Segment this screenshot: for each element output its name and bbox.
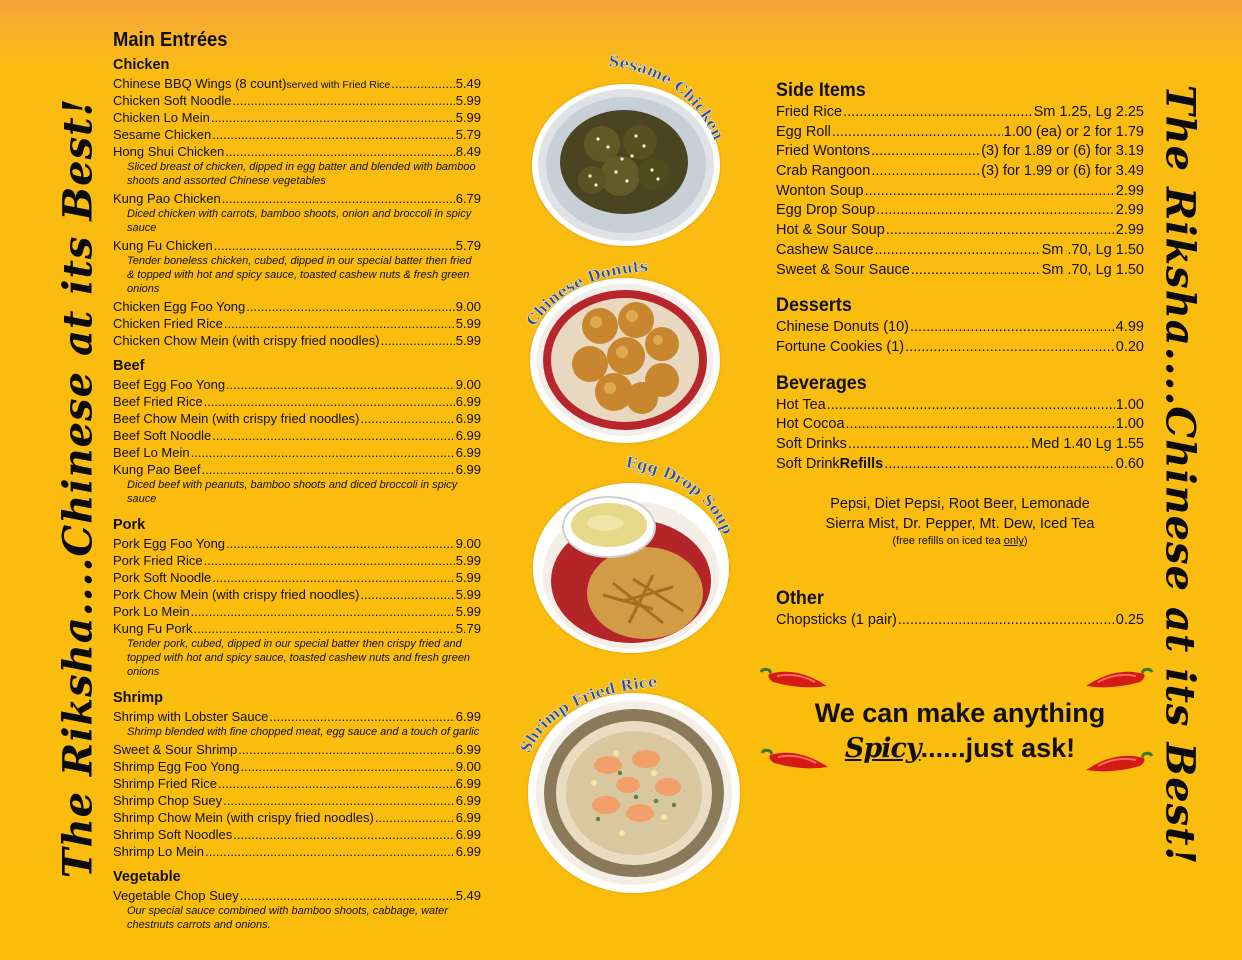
dot-leader xyxy=(204,393,455,410)
category-beef: Beef xyxy=(113,358,145,374)
other-list xyxy=(776,611,1144,631)
spicy-banner-rest: ......just ask! xyxy=(920,733,1076,763)
menu-item xyxy=(113,826,481,843)
dot-leader xyxy=(226,535,455,552)
menu-item-price: 5.99 xyxy=(455,110,481,125)
menu-item-name: Shrimp Lo Mein xyxy=(113,844,205,859)
menu-item xyxy=(113,887,481,904)
menu-item xyxy=(776,182,1144,202)
dot-leader xyxy=(871,162,980,182)
spicy-banner-line1: We can make anything xyxy=(814,698,1106,728)
dot-leader xyxy=(238,741,454,758)
menu-item-name: Chinese BBQ Wings (8 count) xyxy=(113,76,287,91)
menu-item xyxy=(113,75,481,92)
menu-item-price: 2.99 xyxy=(1115,182,1144,199)
menu-item-price: 6.99 xyxy=(455,827,481,842)
menu-item-name: Crab Rangoon xyxy=(776,163,871,180)
menu-item-price: 5.79 xyxy=(455,621,481,636)
other-title: Other xyxy=(776,587,824,610)
category-vegetable: Vegetable xyxy=(113,869,181,885)
menu-item-name: Chicken Fried Rice xyxy=(113,316,223,331)
menu-item-price: 5.99 xyxy=(455,587,481,602)
dot-leader xyxy=(212,569,454,586)
menu-item-name: Pork Fried Rice xyxy=(113,553,203,568)
menu-item xyxy=(113,410,481,427)
desserts-list xyxy=(776,318,1144,357)
section-gap xyxy=(113,508,481,514)
menu-item-name: Chicken Soft Noodle xyxy=(113,93,232,108)
menu-item-name: Beef Fried Rice xyxy=(113,394,203,409)
section-gap xyxy=(113,681,481,687)
menu-item xyxy=(113,843,481,860)
dot-leader xyxy=(225,143,454,160)
menu-item xyxy=(776,338,1144,358)
menu-item-name: Shrimp with Lobster Sauce xyxy=(113,709,269,724)
menu-item-name: Sesame Chicken xyxy=(113,127,212,142)
svg-text:Chinese Donuts: Chinese Donuts xyxy=(522,257,649,330)
dot-leader xyxy=(240,887,455,904)
menu-item-name: Kung Pao Chicken xyxy=(113,191,221,206)
menu-item-price: 8.49 xyxy=(455,144,481,159)
menu-item-name: Pork Egg Foo Yong xyxy=(113,536,226,551)
menu-item-description: Tender boneless chicken, cubed, dipped in our special batter then fried & topped with hot and spicy sauce, toasted cashew nuts & fresh green onions xyxy=(127,255,472,295)
menu-item xyxy=(113,126,481,143)
dot-leader xyxy=(898,611,1115,631)
menu-item-description: Diced chicken with carrots, bamboo shoots, onion and broccoli in spicy sauce xyxy=(127,208,472,234)
side-items-title: Side Items xyxy=(776,79,866,101)
label-sesame-chicken xyxy=(600,54,740,164)
section-gap xyxy=(113,860,481,866)
menu-item-price: 5.99 xyxy=(455,333,481,348)
beverage-flavors-line1: Pepsi, Diet Pepsi, Root Beer, Lemonade xyxy=(830,496,1090,513)
menu-item xyxy=(776,396,1144,416)
menu-item-price: 4.99 xyxy=(1115,319,1144,336)
menu-item xyxy=(113,552,481,569)
menu-item-name: Chicken Chow Mein (with crispy fried noodles) xyxy=(113,333,380,348)
menu-item-price: 5.79 xyxy=(455,127,481,142)
menu-item-name: Kung Fu Chicken xyxy=(113,238,213,253)
menu-item-name: Chicken Egg Foo Yong xyxy=(113,299,246,314)
menu-item-price: 6.99 xyxy=(455,394,481,409)
menu-item-price: 6.99 xyxy=(455,810,481,825)
menu-item-price: 0.60 xyxy=(1115,455,1144,472)
menu-item xyxy=(776,142,1144,162)
menu-item xyxy=(776,611,1144,631)
beverage-flavors-line2: Sierra Mist, Dr. Pepper, Mt. Dew, Iced Tea xyxy=(825,516,1095,533)
beverage-flavors-note xyxy=(776,494,1144,548)
menu-item xyxy=(113,190,481,207)
dot-leader xyxy=(233,92,455,109)
dot-leader xyxy=(222,190,455,207)
menu-item-price: 9.00 xyxy=(455,377,481,392)
dot-leader xyxy=(381,332,455,349)
menu-item-price: Sm 1.25, Lg 2.25 xyxy=(1033,104,1144,120)
category-pork: Pork xyxy=(113,517,146,533)
menu-item-name: Hot Tea xyxy=(776,396,826,413)
menu-item-price: 2.99 xyxy=(1115,222,1144,239)
menu-item-name: Shrimp Fried Rice xyxy=(113,776,218,791)
menu-item xyxy=(113,92,481,109)
dot-leader xyxy=(875,241,1041,261)
dot-leader xyxy=(910,318,1115,338)
dot-leader xyxy=(905,338,1115,358)
dot-leader xyxy=(226,376,455,393)
menu-item-name: Hot Cocoa xyxy=(776,416,845,433)
menu-item-description: Diced beef with peanuts, bamboo shoots and diced broccoli in spicy sauce xyxy=(127,479,458,505)
menu-item-price: 6.99 xyxy=(455,742,481,757)
dot-leader xyxy=(204,552,455,569)
menu-item-name: Pork Soft Noodle xyxy=(113,570,212,585)
menu-item-name: Kung Pao Beef xyxy=(113,462,201,477)
menu-item xyxy=(113,603,481,620)
svg-text:Egg Drop Soup: Egg Drop Soup xyxy=(624,453,737,538)
menu-item xyxy=(776,318,1144,338)
menu-item-name: Hong Shui Chicken xyxy=(113,144,225,159)
menu-item-description: Sliced breast of chicken, dipped in egg batter and blended with bamboo shoots and assorted Chinese vegetables xyxy=(127,161,476,187)
menu-item xyxy=(113,758,481,775)
menu-item xyxy=(776,415,1144,435)
menu-item-name: Chopsticks (1 pair) xyxy=(776,612,897,629)
label-egg-drop-soup xyxy=(615,455,745,555)
dot-leader xyxy=(360,410,454,427)
menu-item xyxy=(113,143,481,160)
label-shrimp-fried-rice xyxy=(515,670,675,770)
menu-item xyxy=(113,427,481,444)
menu-item-name: Beef Soft Noodle xyxy=(113,428,212,443)
menu-item-price: 5.49 xyxy=(455,76,481,91)
menu-item xyxy=(113,569,481,586)
menu-item-name: Shrimp Chop Suey xyxy=(113,793,223,808)
side-menu-column xyxy=(776,78,1144,631)
menu-item-price: 6.79 xyxy=(455,191,481,206)
dot-leader xyxy=(865,182,1115,202)
dot-leader xyxy=(846,415,1115,435)
menu-item-price: Sm .70, Lg 1.50 xyxy=(1041,261,1144,278)
dot-leader xyxy=(871,142,980,162)
menu-item xyxy=(113,109,481,126)
dot-leader xyxy=(211,109,455,126)
menu-item-price: 9.00 xyxy=(455,536,481,551)
menu-item xyxy=(113,586,481,603)
menu-item-name: Pork Lo Mein xyxy=(113,604,190,619)
menu-item xyxy=(776,123,1144,143)
menu-item-price: (3) for 1.99 or (6) for 3.49 xyxy=(981,163,1144,180)
chili-pepper-icon xyxy=(1082,664,1156,696)
entree-sections xyxy=(113,56,481,932)
menu-item-price: 1.00 xyxy=(1115,396,1144,413)
menu-item-name: Kung Fu Pork xyxy=(113,621,193,636)
menu-item xyxy=(113,444,481,461)
menu-item xyxy=(113,620,481,637)
side-items-list xyxy=(776,103,1144,280)
dot-leader xyxy=(886,221,1115,241)
menu-item-description: Our special sauce combined with bamboo shoots, cabbage, water chestnuts carrots and onions. xyxy=(127,905,449,931)
menu-item-price: 6.99 xyxy=(455,793,481,808)
dot-leader xyxy=(212,427,454,444)
menu-item-name: Pork Chow Mein (with crispy fried noodles) xyxy=(113,587,360,602)
dot-leader xyxy=(827,396,1115,416)
menu-item-price: 5.99 xyxy=(455,553,481,568)
menu-item-price: 6.99 xyxy=(455,709,481,724)
main-entrees-title: Main Entrées xyxy=(113,29,228,51)
menu-item-name: Shrimp Egg Foo Yong xyxy=(113,759,240,774)
menu-item xyxy=(113,393,481,410)
menu-item-price: (3) for 1.89 or (6) for 3.19 xyxy=(981,143,1144,160)
dot-leader xyxy=(843,103,1032,123)
menu-item xyxy=(113,708,481,725)
main-entrees-column xyxy=(113,28,481,934)
menu-item-name: Wonton Soup xyxy=(776,182,864,199)
menu-item-name: Beef Chow Mein (with crispy fried noodles) xyxy=(113,411,360,426)
menu-item-note: served with Fried Rice xyxy=(286,79,391,91)
dot-leader xyxy=(214,237,455,254)
left-slogan: The Riksha....Chinese at its Best! xyxy=(54,97,102,879)
menu-item xyxy=(113,298,481,315)
menu-item-price: 6.99 xyxy=(455,411,481,426)
dot-leader xyxy=(191,603,455,620)
spicy-banner-line2 xyxy=(776,733,1144,764)
menu-item xyxy=(776,162,1144,182)
menu-item-description: Tender pork, cubed, dipped in our special batter then crispy fried and topped with hot and spicy sauce, toasted cashew nuts and fresh green onions xyxy=(127,638,471,678)
menu-item xyxy=(113,237,481,254)
dot-leader xyxy=(212,126,454,143)
menu-item-price: 5.99 xyxy=(455,316,481,331)
beverages-title: Beverages xyxy=(776,371,867,394)
menu-item-name: Shrimp Chow Mein (with crispy fried noodles) xyxy=(113,810,374,825)
menu-item-price: Sm .70, Lg 1.50 xyxy=(1041,241,1144,258)
menu-item xyxy=(776,103,1144,123)
menu-item-price: 0.25 xyxy=(1115,612,1144,629)
dot-leader xyxy=(884,455,1115,475)
menu-item-price: 5.99 xyxy=(455,604,481,619)
right-slogan: The Riksha....Chinese at its Best! xyxy=(1156,84,1204,866)
menu-item xyxy=(776,455,1144,475)
menu-item-name-bold: Refills xyxy=(839,455,884,472)
menu-item xyxy=(113,535,481,552)
menu-item-price: 5.99 xyxy=(455,93,481,108)
menu-item-name: Cashew Sauce xyxy=(776,241,874,258)
menu-item xyxy=(113,461,481,478)
menu-item xyxy=(113,332,481,349)
menu-item-price: 6.99 xyxy=(455,776,481,791)
menu-item-price: 9.00 xyxy=(455,299,481,314)
section-gap xyxy=(113,349,481,355)
menu-item-price: Med 1.40 Lg 1.55 xyxy=(1031,435,1144,452)
menu-item-price: 1.00 xyxy=(1115,416,1144,433)
dot-leader xyxy=(269,708,454,725)
menu-item-price: 6.99 xyxy=(455,445,481,460)
dot-leader xyxy=(876,201,1115,221)
menu-item xyxy=(113,376,481,393)
menu-item xyxy=(776,241,1144,261)
category-shrimp: Shrimp xyxy=(113,690,163,706)
dot-leader xyxy=(201,461,454,478)
menu-item xyxy=(776,261,1144,281)
menu-item-price: 2.99 xyxy=(1115,202,1144,219)
menu-item-name: Egg Roll xyxy=(776,123,831,140)
menu-item xyxy=(776,435,1144,455)
menu-item-name: Fried Rice xyxy=(776,104,843,120)
dot-leader xyxy=(224,315,455,332)
menu-item-name: Beef Egg Foo Yong xyxy=(113,377,226,392)
menu-item xyxy=(113,775,481,792)
menu-item-price: 6.99 xyxy=(455,844,481,859)
menu-item-name: Fortune Cookies (1) xyxy=(776,338,905,355)
menu-item xyxy=(776,201,1144,221)
desserts-title: Desserts xyxy=(776,294,852,317)
menu-item-price: 5.79 xyxy=(455,238,481,253)
menu-item-price: 5.49 xyxy=(455,888,481,903)
dot-leader xyxy=(246,298,454,315)
menu-item-name: Soft Drinks xyxy=(776,435,847,452)
menu-item xyxy=(113,792,481,809)
menu-item-name: Vegetable Chop Suey xyxy=(113,888,239,903)
dot-leader xyxy=(911,261,1041,281)
dot-leader xyxy=(848,435,1030,455)
label-chinese-donuts xyxy=(520,255,670,345)
menu-item-name: Beef Lo Mein xyxy=(113,445,190,460)
category-chicken: Chicken xyxy=(113,57,170,73)
dot-leader xyxy=(233,826,454,843)
dot-leader xyxy=(375,809,455,826)
svg-text:Shrimp Fried Rice: Shrimp Fried Rice xyxy=(516,672,659,756)
menu-item-price: 1.00 (ea) or 2 for 1.79 xyxy=(1003,123,1144,140)
svg-text:Sesame Chicken: Sesame Chicken xyxy=(607,52,728,143)
menu-item-description: Shrimp blended with fine chopped meat, egg sauce and a touch of garlic xyxy=(127,726,480,738)
menu-item-name: Hot & Sour Soup xyxy=(776,222,885,239)
dot-leader xyxy=(191,444,455,461)
dot-leader xyxy=(360,586,454,603)
menu-item xyxy=(113,315,481,332)
menu-item xyxy=(113,809,481,826)
menu-item-price: 6.99 xyxy=(455,462,481,477)
menu-item-name: Chinese Donuts (10) xyxy=(776,319,909,336)
beverages-list xyxy=(776,396,1144,475)
dot-leader xyxy=(240,758,454,775)
refill-note: (free refills on iced tea only) xyxy=(892,535,1028,548)
dot-leader xyxy=(832,123,1003,143)
menu-item xyxy=(113,741,481,758)
dot-leader xyxy=(194,620,455,637)
menu-item-name: Shrimp Soft Noodles xyxy=(113,827,233,842)
menu-item-price: 0.20 xyxy=(1115,338,1144,355)
menu-item xyxy=(776,221,1144,241)
dot-leader xyxy=(205,843,455,860)
menu-item-name: Sweet & Sour Shrimp xyxy=(113,742,238,757)
dot-leader xyxy=(223,792,455,809)
menu-item-price: 6.99 xyxy=(455,428,481,443)
menu-item-price: 5.99 xyxy=(455,570,481,585)
menu-item-name: Chicken Lo Mein xyxy=(113,110,210,125)
menu-item-name: Sweet & Sour Sauce xyxy=(776,261,910,278)
menu-item-name: Fried Wontons xyxy=(776,143,871,160)
spicy-word: Spicy xyxy=(844,733,921,764)
dot-leader xyxy=(391,75,454,92)
menu-item-name: Soft Drink xyxy=(776,455,840,472)
menu-item-price: 9.00 xyxy=(455,759,481,774)
chili-pepper-icon xyxy=(757,664,831,696)
dot-leader xyxy=(218,775,455,792)
menu-item-name: Egg Drop Soup xyxy=(776,202,876,219)
